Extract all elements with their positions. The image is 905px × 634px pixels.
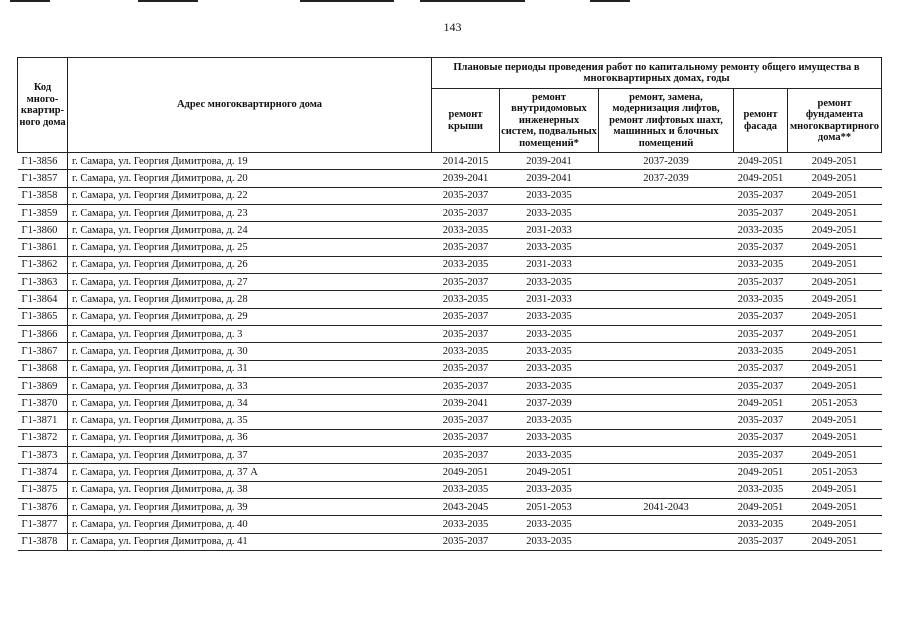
cell-engineering: 2031-2033 xyxy=(500,291,599,308)
cell-roof: 2035-2037 xyxy=(432,377,500,394)
cell-address: г. Самара, ул. Георгия Димитрова, д. 20 xyxy=(68,170,432,187)
cell-facade: 2033-2035 xyxy=(734,222,788,239)
cell-engineering: 2033-2035 xyxy=(500,377,599,394)
cell-engineering: 2033-2035 xyxy=(500,274,599,291)
cell-roof: 2035-2037 xyxy=(432,325,500,342)
cell-engineering: 2033-2035 xyxy=(500,481,599,498)
table-row xyxy=(18,256,882,273)
cell-foundation: 2049-2051 xyxy=(788,447,882,464)
cell-engineering: 2031-2033 xyxy=(500,256,599,273)
header-engineering: ремонт внутридомовых инженерных систем, подвальных помещений* xyxy=(500,89,599,153)
cell-foundation: 2049-2051 xyxy=(788,239,882,256)
cell-elevators xyxy=(599,377,734,394)
cell-code: Г1-3856 xyxy=(18,153,68,170)
cell-engineering: 2033-2035 xyxy=(500,308,599,325)
cell-address: г. Самара, ул. Георгия Димитрова, д. 31 xyxy=(68,360,432,377)
cell-code: Г1-3876 xyxy=(18,498,68,515)
cell-address: г. Самара, ул. Георгия Димитрова, д. 25 xyxy=(68,239,432,256)
cell-code: Г1-3862 xyxy=(18,256,68,273)
cell-address: г. Самара, ул. Георгия Димитрова, д. 19 xyxy=(68,153,432,170)
cell-elevators: 2037-2039 xyxy=(599,153,734,170)
cell-elevators xyxy=(599,429,734,446)
cell-code: Г1-3863 xyxy=(18,274,68,291)
cell-facade: 2035-2037 xyxy=(734,360,788,377)
cell-foundation: 2049-2051 xyxy=(788,343,882,360)
cell-engineering: 2033-2035 xyxy=(500,429,599,446)
cell-elevators xyxy=(599,204,734,221)
cell-elevators xyxy=(599,360,734,377)
cell-roof: 2035-2037 xyxy=(432,412,500,429)
cell-address: г. Самара, ул. Георгия Димитрова, д. 27 xyxy=(68,274,432,291)
cell-address: г. Самара, ул. Георгия Димитрова, д. 37 xyxy=(68,447,432,464)
table-row xyxy=(18,308,882,325)
cell-foundation: 2049-2051 xyxy=(788,153,882,170)
cell-code: Г1-3872 xyxy=(18,429,68,446)
cell-roof: 2033-2035 xyxy=(432,516,500,533)
cell-address: г. Самара, ул. Георгия Димитрова, д. 28 xyxy=(68,291,432,308)
table-row xyxy=(18,533,882,550)
capital-repair-table xyxy=(17,57,882,551)
header-address: Адрес многоквартирного дома xyxy=(68,58,432,153)
cell-address: г. Самара, ул. Георгия Димитрова, д. 39 xyxy=(68,498,432,515)
cell-elevators xyxy=(599,239,734,256)
cell-address: г. Самара, ул. Георгия Димитрова, д. 30 xyxy=(68,343,432,360)
cell-foundation: 2051-2053 xyxy=(788,395,882,412)
table-row xyxy=(18,516,882,533)
cell-address: г. Самара, ул. Георгия Димитрова, д. 3 xyxy=(68,325,432,342)
table-row xyxy=(18,498,882,515)
cell-code: Г1-3873 xyxy=(18,447,68,464)
cell-code: Г1-3864 xyxy=(18,291,68,308)
cell-engineering: 2033-2035 xyxy=(500,204,599,221)
cell-elevators: 2041-2043 xyxy=(599,498,734,515)
cell-address: г. Самара, ул. Георгия Димитрова, д. 22 xyxy=(68,187,432,204)
cell-facade: 2035-2037 xyxy=(734,187,788,204)
header-elevators: ремонт, замена, модернизация лифтов, ремонт лифтовых шахт, машинных и блочных помещений xyxy=(599,89,734,153)
cell-foundation: 2049-2051 xyxy=(788,481,882,498)
cell-code: Г1-3866 xyxy=(18,325,68,342)
cell-engineering: 2037-2039 xyxy=(500,395,599,412)
cell-foundation: 2049-2051 xyxy=(788,377,882,394)
cell-foundation: 2051-2053 xyxy=(788,464,882,481)
table-row xyxy=(18,239,882,256)
cell-foundation: 2049-2051 xyxy=(788,170,882,187)
cell-roof: 2035-2037 xyxy=(432,187,500,204)
cell-foundation: 2049-2051 xyxy=(788,308,882,325)
cell-facade: 2049-2051 xyxy=(734,170,788,187)
cell-elevators xyxy=(599,291,734,308)
table-row xyxy=(18,395,882,412)
cell-address: г. Самара, ул. Георгия Димитрова, д. 36 xyxy=(68,429,432,446)
cell-roof: 2033-2035 xyxy=(432,222,500,239)
table-row xyxy=(18,222,882,239)
cell-elevators xyxy=(599,412,734,429)
cell-facade: 2049-2051 xyxy=(734,153,788,170)
cell-code: Г1-3859 xyxy=(18,204,68,221)
table-row xyxy=(18,274,882,291)
cell-code: Г1-3875 xyxy=(18,481,68,498)
cell-engineering: 2033-2035 xyxy=(500,412,599,429)
cell-engineering: 2039-2041 xyxy=(500,170,599,187)
cell-facade: 2035-2037 xyxy=(734,308,788,325)
header-foundation: ремонт фундамента многоквартирного дома** xyxy=(788,89,882,153)
cell-facade: 2033-2035 xyxy=(734,516,788,533)
cell-facade: 2035-2037 xyxy=(734,325,788,342)
table-row xyxy=(18,153,882,170)
cell-facade: 2035-2037 xyxy=(734,377,788,394)
table-row xyxy=(18,325,882,342)
table-row xyxy=(18,170,882,187)
cell-address: г. Самара, ул. Георгия Димитрова, д. 40 xyxy=(68,516,432,533)
cell-facade: 2049-2051 xyxy=(734,395,788,412)
table-row xyxy=(18,360,882,377)
table-row xyxy=(18,464,882,481)
cell-elevators xyxy=(599,533,734,550)
cell-facade: 2035-2037 xyxy=(734,239,788,256)
cell-facade: 2035-2037 xyxy=(734,533,788,550)
cell-engineering: 2049-2051 xyxy=(500,464,599,481)
cell-roof: 2039-2041 xyxy=(432,395,500,412)
cell-code: Г1-3861 xyxy=(18,239,68,256)
cell-foundation: 2049-2051 xyxy=(788,412,882,429)
cell-elevators xyxy=(599,343,734,360)
header-code: Код много-квартир-ного дома xyxy=(18,58,68,153)
cell-facade: 2049-2051 xyxy=(734,498,788,515)
cell-code: Г1-3868 xyxy=(18,360,68,377)
table-row xyxy=(18,187,882,204)
cell-engineering: 2033-2035 xyxy=(500,360,599,377)
cell-roof: 2033-2035 xyxy=(432,291,500,308)
header-roof: ремонт крыши xyxy=(432,89,500,153)
cell-foundation: 2049-2051 xyxy=(788,533,882,550)
top-rule-right xyxy=(590,0,630,2)
cell-roof: 2035-2037 xyxy=(432,274,500,291)
cell-elevators xyxy=(599,256,734,273)
table-row xyxy=(18,412,882,429)
cell-code: Г1-3878 xyxy=(18,533,68,550)
cell-roof: 2043-2045 xyxy=(432,498,500,515)
cell-elevators: 2037-2039 xyxy=(599,170,734,187)
cell-elevators xyxy=(599,325,734,342)
cell-address: г. Самара, ул. Георгия Димитрова, д. 37 А xyxy=(68,464,432,481)
cell-foundation: 2049-2051 xyxy=(788,204,882,221)
cell-address: г. Самара, ул. Георгия Димитрова, д. 34 xyxy=(68,395,432,412)
cell-code: Г1-3857 xyxy=(18,170,68,187)
cell-elevators xyxy=(599,222,734,239)
cell-engineering: 2033-2035 xyxy=(500,533,599,550)
cell-elevators xyxy=(599,481,734,498)
cell-code: Г1-3865 xyxy=(18,308,68,325)
cell-roof: 2033-2035 xyxy=(432,256,500,273)
cell-address: г. Самара, ул. Георгия Димитрова, д. 35 xyxy=(68,412,432,429)
cell-facade: 2035-2037 xyxy=(734,204,788,221)
cell-roof: 2035-2037 xyxy=(432,447,500,464)
cell-roof: 2049-2051 xyxy=(432,464,500,481)
cell-address: г. Самара, ул. Георгия Димитрова, д. 38 xyxy=(68,481,432,498)
cell-facade: 2035-2037 xyxy=(734,412,788,429)
top-rule-mid-2 xyxy=(300,0,394,2)
cell-foundation: 2049-2051 xyxy=(788,516,882,533)
table-row xyxy=(18,343,882,360)
cell-elevators xyxy=(599,308,734,325)
cell-elevators xyxy=(599,187,734,204)
cell-foundation: 2049-2051 xyxy=(788,360,882,377)
cell-elevators xyxy=(599,395,734,412)
cell-facade: 2033-2035 xyxy=(734,291,788,308)
cell-facade: 2049-2051 xyxy=(734,464,788,481)
cell-address: г. Самара, ул. Георгия Димитрова, д. 41 xyxy=(68,533,432,550)
top-rule-left xyxy=(10,0,50,2)
cell-code: Г1-3874 xyxy=(18,464,68,481)
table-row xyxy=(18,204,882,221)
header-periods-group: Плановые периоды проведения работ по капитальному ремонту общего имущества в многоквартирных домах, годы xyxy=(432,58,882,89)
table-header xyxy=(18,58,882,153)
cell-roof: 2039-2041 xyxy=(432,170,500,187)
cell-engineering: 2033-2035 xyxy=(500,447,599,464)
table-row xyxy=(18,447,882,464)
cell-engineering: 2033-2035 xyxy=(500,343,599,360)
cell-engineering: 2031-2033 xyxy=(500,222,599,239)
cell-foundation: 2049-2051 xyxy=(788,274,882,291)
cell-roof: 2035-2037 xyxy=(432,204,500,221)
cell-engineering: 2033-2035 xyxy=(500,187,599,204)
cell-roof: 2035-2037 xyxy=(432,533,500,550)
cell-foundation: 2049-2051 xyxy=(788,222,882,239)
cell-elevators xyxy=(599,516,734,533)
cell-code: Г1-3871 xyxy=(18,412,68,429)
cell-address: г. Самара, ул. Георгия Димитрова, д. 24 xyxy=(68,222,432,239)
cell-code: Г1-3867 xyxy=(18,343,68,360)
cell-engineering: 2033-2035 xyxy=(500,516,599,533)
cell-code: Г1-3869 xyxy=(18,377,68,394)
cell-foundation: 2049-2051 xyxy=(788,325,882,342)
cell-roof: 2014-2015 xyxy=(432,153,500,170)
cell-foundation: 2049-2051 xyxy=(788,256,882,273)
cell-code: Г1-3877 xyxy=(18,516,68,533)
cell-engineering: 2033-2035 xyxy=(500,325,599,342)
cell-engineering: 2039-2041 xyxy=(500,153,599,170)
cell-facade: 2035-2037 xyxy=(734,447,788,464)
cell-engineering: 2033-2035 xyxy=(500,239,599,256)
cell-roof: 2035-2037 xyxy=(432,360,500,377)
cell-elevators xyxy=(599,464,734,481)
table-row xyxy=(18,481,882,498)
cell-roof: 2035-2037 xyxy=(432,239,500,256)
cell-facade: 2033-2035 xyxy=(734,256,788,273)
table-row xyxy=(18,429,882,446)
cell-roof: 2033-2035 xyxy=(432,481,500,498)
cell-code: Г1-3860 xyxy=(18,222,68,239)
cell-foundation: 2049-2051 xyxy=(788,429,882,446)
top-rule-mid-1 xyxy=(138,0,198,2)
cell-roof: 2035-2037 xyxy=(432,308,500,325)
cell-code: Г1-3858 xyxy=(18,187,68,204)
table-row xyxy=(18,377,882,394)
cell-facade: 2033-2035 xyxy=(734,343,788,360)
cell-engineering: 2051-2053 xyxy=(500,498,599,515)
cell-address: г. Самара, ул. Георгия Димитрова, д. 26 xyxy=(68,256,432,273)
cell-elevators xyxy=(599,274,734,291)
cell-roof: 2033-2035 xyxy=(432,343,500,360)
cell-roof: 2035-2037 xyxy=(432,429,500,446)
cell-facade: 2033-2035 xyxy=(734,481,788,498)
cell-foundation: 2049-2051 xyxy=(788,291,882,308)
top-rule-mid-3 xyxy=(420,0,525,2)
cell-address: г. Самара, ул. Георгия Димитрова, д. 23 xyxy=(68,204,432,221)
cell-elevators xyxy=(599,447,734,464)
cell-foundation: 2049-2051 xyxy=(788,187,882,204)
cell-address: г. Самара, ул. Георгия Димитрова, д. 29 xyxy=(68,308,432,325)
cell-address: г. Самара, ул. Георгия Димитрова, д. 33 xyxy=(68,377,432,394)
cell-foundation: 2049-2051 xyxy=(788,498,882,515)
table-body xyxy=(18,153,882,551)
page-number: 143 xyxy=(443,20,462,34)
cell-facade: 2035-2037 xyxy=(734,429,788,446)
cell-facade: 2035-2037 xyxy=(734,274,788,291)
table-row xyxy=(18,291,882,308)
header-facade: ремонт фасада xyxy=(734,89,788,153)
cell-code: Г1-3870 xyxy=(18,395,68,412)
